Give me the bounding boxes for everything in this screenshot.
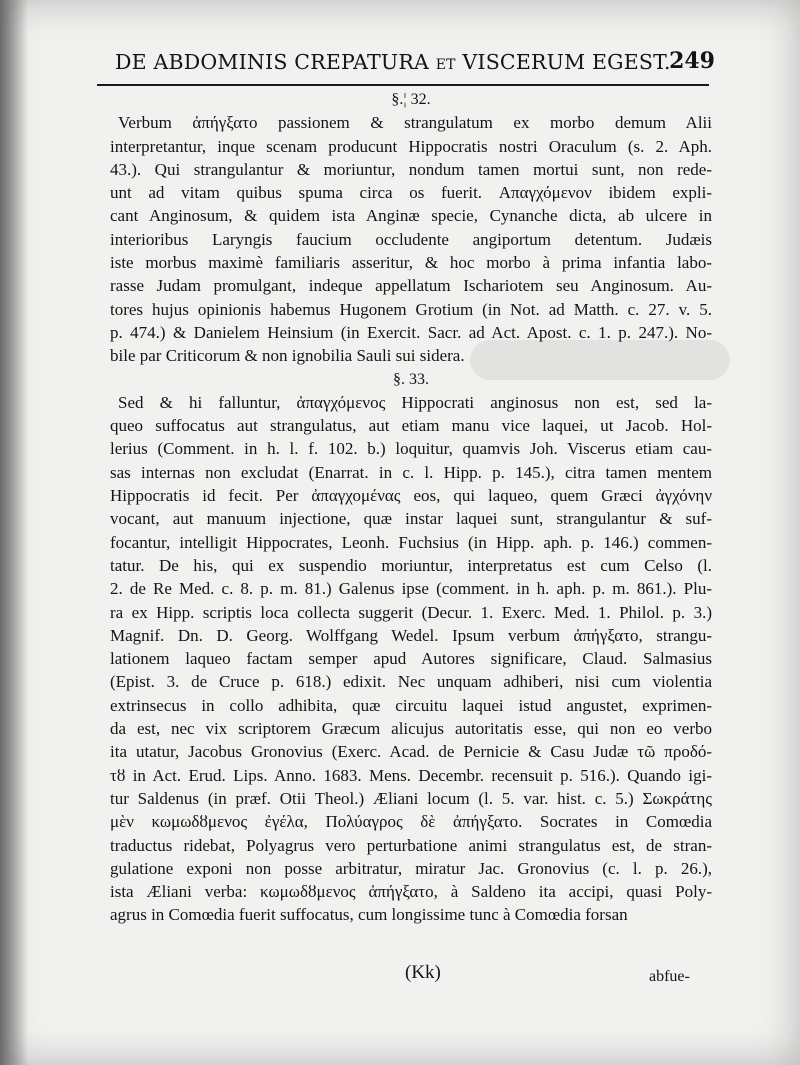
text-line: Verbum ἀπήγξατο passionem & strangulatum ex morbo demum Alii <box>118 113 712 133</box>
text-line: Magnif. Dn. D. Georg. Wolffgang Wedel. Ipsum verbum ἀπήγξατο, strangu- <box>110 625 712 645</box>
running-head-et: ET <box>435 57 456 73</box>
page-number: 249 <box>669 48 715 74</box>
header-rule <box>97 84 709 86</box>
text-line: (Epist. 3. de Cruce p. 618.) edixit. Nec unquam adhiberi, nisi cum violentia <box>110 672 712 692</box>
section-33-mark: §. 33. <box>393 370 429 388</box>
text-line: gulatione exponi non posse arbitratur, miratur Jac. Gronovius (c. l. p. 26.), <box>110 858 712 878</box>
text-line: Hippocratis id fecit. Per ἀπαγχομένας eos, qui laqueo, quem Græci ἀγχόνην <box>110 486 712 506</box>
section-33 <box>110 391 712 927</box>
text-line: traductus ridebat, Polyagrus vero perturbatione animi strangulatus est, de stran- <box>110 835 712 855</box>
gutter-shadow <box>0 0 28 1065</box>
text-line: unt ad vitam quibus spuma circa os fuerit. Απαγχόμενον ibidem expli- <box>110 183 712 203</box>
text-line: sas internas non excludat (Enarrat. in c. l. Hipp. p. 145.), citra tamen mentem <box>110 462 712 482</box>
running-head-part-a: DE ABDOMINIS CREPATURA <box>115 50 436 74</box>
text-line: tores hujus opinionis habemus Hugonem Grotium (in Not. ad Matth. c. 27. v. 5. <box>110 299 712 319</box>
text-line: 43.). Qui strangulantur & moriuntur, nondum tamen mortui sunt, non rede- <box>110 159 712 179</box>
text-line: cant Anginosum, & quidem ista Anginæ specie, Cynanche dicta, ab ulcere in <box>110 206 712 226</box>
running-head-part-b: VISCERUM EGEST. <box>455 50 671 74</box>
running-head <box>115 50 671 74</box>
text-line: μὲν κωμωδȣμενος ἐγέλα, Πολύαγρος δὲ ἀπήγξατο. Socrates in Comœdia <box>110 812 712 832</box>
text-line: Sed & hi falluntur, ἀπαγχόμενος Hippocrati anginosus non est, sed la- <box>118 392 712 412</box>
text-line: lerius (Comment. in h. l. f. 102. b.) loquitur, quamvis Joh. Viscerus etiam cau- <box>110 439 712 459</box>
section-32 <box>110 111 712 367</box>
text-line: ista Æliani verba: κωμωδȣμενος ἀπήγξατο, à Saldeno ita accipi, quasi Poly- <box>110 882 712 902</box>
section-32-mark: §.¦ 32. <box>391 91 431 108</box>
catchword: abfue- <box>649 968 690 985</box>
text-line: focantur, intelligit Hippocrates, Leonh. Fuchsius (in Hipp. aph. p. 146.) commen- <box>110 532 712 552</box>
text-line: lationem laqueo factam semper apud Autores significare, Claud. Salmasius <box>110 649 712 669</box>
text-line: iste morbus maximè familiaris asseritur, & hoc morbo à prima infantia labo- <box>110 253 712 273</box>
text-line: vocant, aut manuum injectione, quæ instar laquei sunt, strangulantur & suf- <box>110 509 712 529</box>
text-line: interpretantur, inque scenam producunt Hippocratis nostri Oraculum (s. 2. Aph. <box>110 136 712 156</box>
text-line: ra ex Hipp. scriptis loca collecta suggerit (Decur. 1. Exerc. Med. 1. Philol. p. 3.) <box>110 602 712 622</box>
text-line: p. 474.) & Danielem Heinsium (in Exercit. Sacr. ad Act. Apost. c. 1. p. 247.). No- <box>110 322 712 342</box>
text-line: 2. de Re Med. c. 8. p. m. 81.) Galenus ipse (comment. in h. aph. p. m. 861.). Plu- <box>110 579 712 599</box>
text-line: bile par Criticorum & non ignobilia Sauli sui sidera. <box>110 346 465 366</box>
text-line: extrinsecus in collo adhibita, quæ circuitu laquei istud angustet, exprimen- <box>110 695 712 715</box>
body-text <box>110 88 712 927</box>
text-line: da est, nec vix scriptorem Græcum alicujus autoritatis esse, qui non eo verbo <box>110 719 712 739</box>
text-line: ita utatur, Jacobus Gronovius (Exerc. Acad. de Pernicie & Casu Judæ τῶ προδό- <box>110 742 712 762</box>
text-line: queo suffocatus aut strangulatus, aut etiam manu vice laquei, ut Jacob. Hol- <box>110 416 712 436</box>
signature-mark: (Kk) <box>405 962 441 983</box>
text-line: interioribus Laryngis faucium occludente angiportum detentum. Judæis <box>110 229 712 249</box>
text-line: tatur. De his, qui ex suspendio moriuntur, interpretatus est cum Celso (l. <box>110 555 712 575</box>
text-line: agrus in Comœdia fuerit suffocatus, cum longissime tunc à Comœdia forsan <box>110 905 628 925</box>
text-line: tur Saldenus (in præf. Otii Theol.) Æliani locum (l. 5. var. hist. c. 5.) Σωκράτης <box>110 788 712 808</box>
text-line: rasse Judam promulgant, indeque appellatum Ischariotem seu Anginosum. Au- <box>110 276 712 296</box>
page-header <box>115 50 715 82</box>
text-line: τȣ in Act. Erud. Lips. Anno. 1683. Mens. Decembr. recensuit p. 516.). Quando igi- <box>110 765 712 785</box>
